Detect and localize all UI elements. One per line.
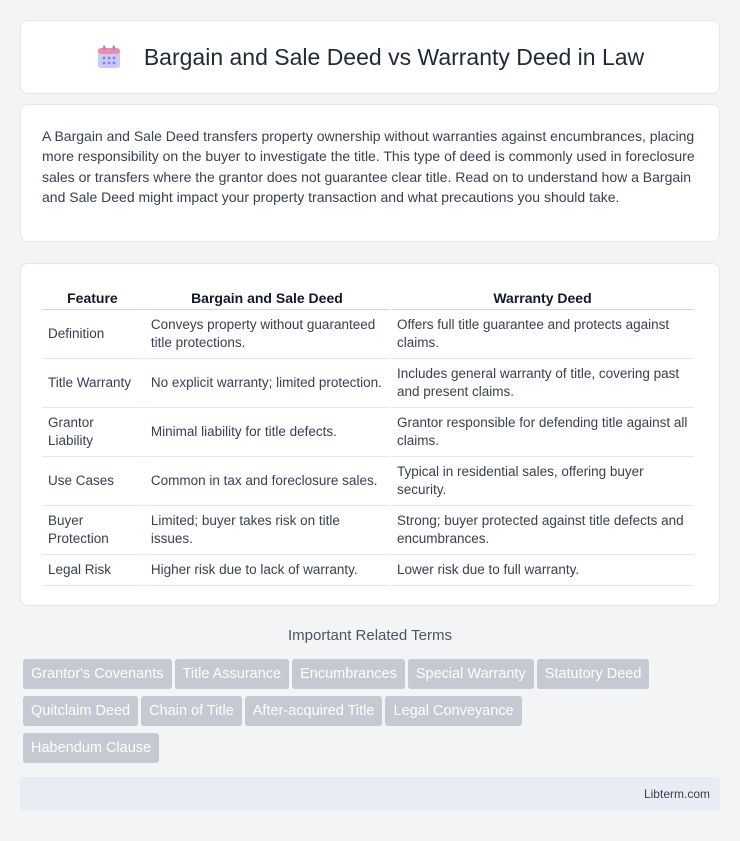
calendar-icon xyxy=(96,44,122,70)
comparison-table-card xyxy=(20,263,720,606)
related-term-tag[interactable]: Grantor's Covenants xyxy=(23,659,172,689)
intro-text: A Bargain and Sale Deed transfers property ownership without warranties against encumbrances, placing more responsibility on the buyer to investigate the title. This type of deed is commonly used in foreclosure sales or transfers where the grantor does not guarantee clear title. Read on to understand how a Bargain and Sale Deed might impact your property transaction and what precautions you should take. xyxy=(42,128,695,205)
title-card xyxy=(20,20,720,94)
header-feature: Feature xyxy=(42,284,143,310)
footer xyxy=(20,777,720,810)
table-cell: No explicit warranty; limited protection. xyxy=(145,359,389,408)
table-row xyxy=(42,457,694,506)
table-header-row xyxy=(42,284,694,310)
table-cell: Title Warranty xyxy=(42,359,143,408)
related-term-tag[interactable]: After-acquired Title xyxy=(245,696,383,726)
table-cell: Use Cases xyxy=(42,457,143,506)
header-warranty: Warranty Deed xyxy=(391,284,694,310)
table-cell: Legal Risk xyxy=(42,555,143,586)
table-cell: Conveys property without guaranteed title protections. xyxy=(145,310,389,359)
table-cell: Common in tax and foreclosure sales. xyxy=(145,457,389,506)
table-cell: Higher risk due to lack of warranty. xyxy=(145,555,389,586)
table-cell: Buyer Protection xyxy=(42,506,143,555)
header-bargain-sale: Bargain and Sale Deed xyxy=(145,284,389,310)
table-row xyxy=(42,555,694,586)
comparison-table xyxy=(40,284,696,586)
table-cell: Grantor responsible for defending title against all claims. xyxy=(391,408,694,457)
footer-site-link[interactable]: Libterm.com xyxy=(643,787,710,801)
related-term-tag[interactable]: Habendum Clause xyxy=(23,733,159,763)
related-term-tag[interactable]: Encumbrances xyxy=(292,659,405,689)
page-title: Bargain and Sale Deed vs Warranty Deed in Law xyxy=(143,43,645,70)
intro-card xyxy=(20,104,720,242)
table-cell: Limited; buyer takes risk on title issues. xyxy=(145,506,389,555)
table-cell: Offers full title guarantee and protects against claims. xyxy=(391,310,694,359)
table-cell: Minimal liability for title defects. xyxy=(145,408,389,457)
related-term-tag[interactable]: Chain of Title xyxy=(141,696,242,726)
table-cell: Grantor Liability xyxy=(42,408,143,457)
related-terms-title: Important Related Terms xyxy=(288,627,452,644)
related-term-tag[interactable]: Special Warranty xyxy=(408,659,534,689)
table-cell: Lower risk due to full warranty. xyxy=(391,555,694,586)
table-cell: Strong; buyer protected against title defects and encumbrances. xyxy=(391,506,694,555)
table-row xyxy=(42,310,694,359)
table-row xyxy=(42,506,694,555)
related-term-tag[interactable]: Quitclaim Deed xyxy=(23,696,138,726)
related-term-tag[interactable]: Title Assurance xyxy=(175,659,290,689)
related-terms-list xyxy=(23,659,723,770)
table-cell: Definition xyxy=(42,310,143,359)
table-row xyxy=(42,408,694,457)
table-cell: Includes general warranty of title, covering past and present claims. xyxy=(391,359,694,408)
related-term-tag[interactable]: Legal Conveyance xyxy=(385,696,521,726)
table-cell: Typical in residential sales, offering buyer security. xyxy=(391,457,694,506)
table-row xyxy=(42,359,694,408)
related-term-tag[interactable]: Statutory Deed xyxy=(537,659,650,689)
